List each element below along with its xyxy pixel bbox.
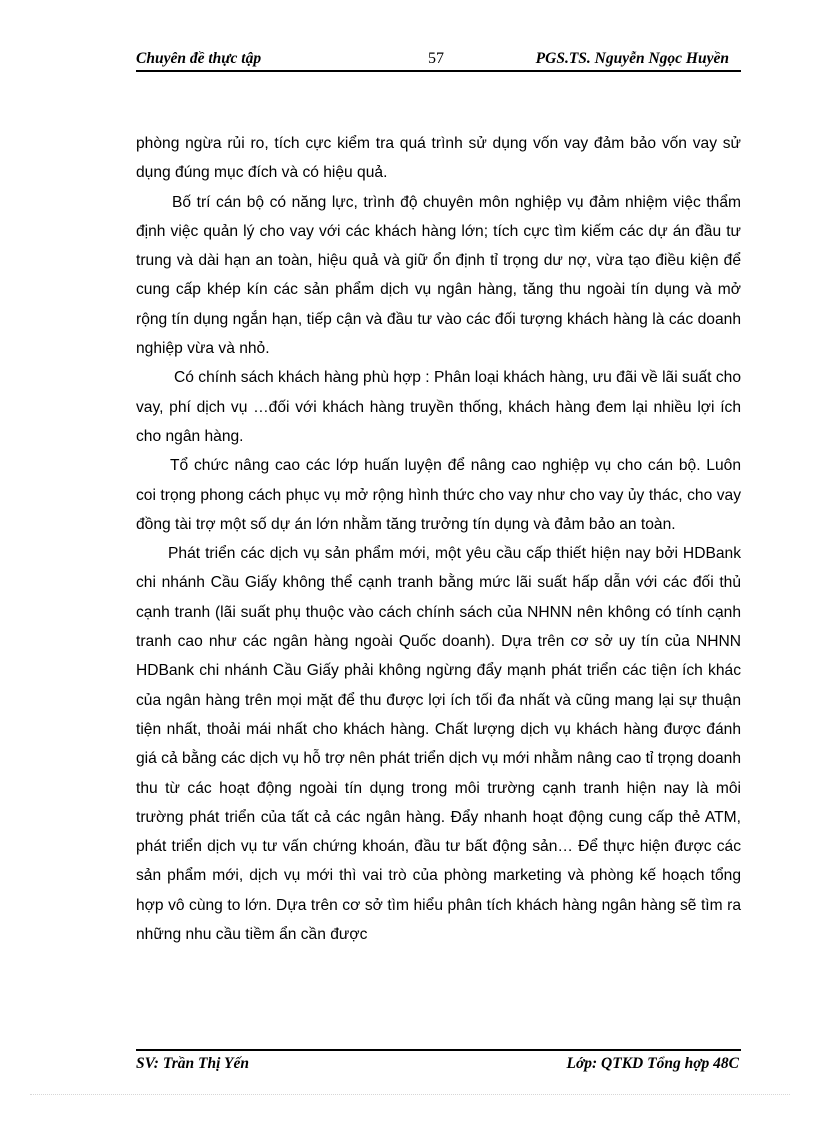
document-body: [136, 129, 741, 949]
paragraph-4: Tổ chức nâng cao các lớp huấn luyện để nâng cao nghiệp vụ cho cán bộ. Luôn coi trọng phong cách phục vụ mở rộng hình thức cho vay như cho vay ủy thác, cho vay đồng tài trợ một số dự án lớn nhằm tăng trưởng tín dụng và đảm bảo an toàn.: [136, 457, 741, 533]
paragraph-3: Có chính sách khách hàng phù hợp : Phân loại khách hàng, ưu đãi về lãi suất cho vay, phí dịch vụ …đối với khách hàng truyền thống, khách hàng đem lại nhiều lợi ích cho ngân hàng.: [136, 369, 741, 445]
bottom-divider: [30, 1094, 790, 1095]
paragraph-1: phòng ngừa rủi ro, tích cực kiểm tra quá trình sử dụng vốn vay đảm bảo vốn vay sử dụng đúng mục đích và có hiệu quả.: [136, 135, 741, 182]
page-footer: [136, 1049, 741, 1081]
footer-class: Lớp: QTKD Tổng hợp 48C: [566, 1055, 739, 1072]
header-author: PGS.TS. Nguyễn Ngọc Huyền: [535, 50, 729, 67]
footer-student: SV: Trần Thị Yến: [136, 1055, 249, 1072]
header-title: Chuyên đề thực tập: [136, 50, 262, 67]
paragraph-5: Phát triển các dịch vụ sản phẩm mới, một yêu cầu cấp thiết hiện nay bởi HDBank chi nhánh Cầu Giấy không thể cạnh tranh bằng mức lãi suất hấp dẫn với các đối thủ cạnh tranh (lãi suất phụ thuộc vào cách chính sách của NHNN nên không có tính cạnh tranh cao như các ngân hàng ngoài Quốc doanh). Dựa trên cơ sở uy tín của NHNN HDBank chi nhánh Cầu Giấy phải không ngừng đẩy mạnh phát triển các tiện ích khác của ngân hàng trên mọi mặt để thu được lợi ích tối đa nhất và cũng mang lại sự thuận tiện nhất, thoải mái nhất cho khách hàng. Chất lượng dịch vụ khách hàng được đánh giá cả bằng các dịch vụ hỗ trợ nên phát triển dịch vụ mới nhằm nâng cao tỉ trọng doanh thu từ các hoạt động ngoài tín dụng trong môi trường cạnh tranh hiện nay là môi trường phát triển của tất cả các ngân hàng. Đẩy nhanh hoạt động cung cấp thẻ ATM, phát triển dịch vụ tư vấn chứng khoán, đầu tư bất động sản… Để thực hiện được các sản phẩm mới, dịch vụ mới thì vai trò của phòng marketing và phòng kế hoạch tổng hợp vô cùng to lớn. Dựa trên cơ sở tìm hiểu phân tích khách hàng ngân hàng sẽ tìm ra những nhu cầu tiềm ẩn cần được: [136, 545, 741, 944]
page-header: [136, 48, 741, 72]
paragraph-2: Bố trí cán bộ có năng lực, trình độ chuyên môn nghiệp vụ đảm nhiệm việc thẩm định việc quản lý cho vay với các khách hàng lớn; tích cực tìm kiếm các dự án đầu tư trung và dài hạn an toàn, hiệu quả và giữ ổn định tỉ trọng dư nợ, vừa tạo điều kiện để cung cấp khép kín các sản phẩm dịch vụ ngân hàng, tăng thu ngoài tín dụng và mở rộng tín dụng ngắn hạn, tiếp cận và đầu tư vào các đối tượng khách hàng là các doanh nghiệp vừa và nhỏ.: [136, 193, 741, 358]
page-number: 57: [428, 50, 444, 67]
